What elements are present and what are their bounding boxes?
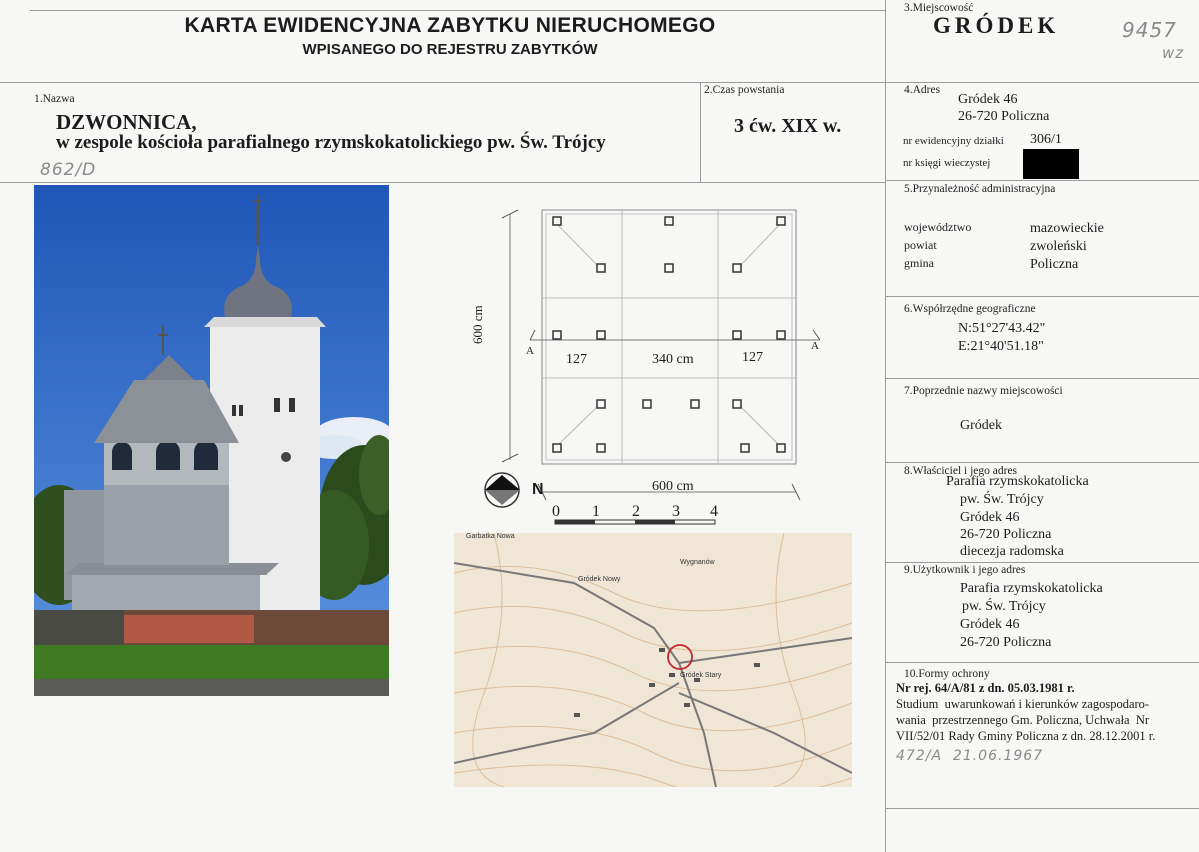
scale-tick: 4 <box>710 503 718 520</box>
admin-key-2: powiat <box>904 238 937 252</box>
protection-line: VII/52/01 Rady Gminy Policzna z dn. 28.12.2001 r. <box>896 729 1156 743</box>
owner-line: diecezja radomska <box>960 544 1064 559</box>
scale-tick: 1 <box>592 503 600 520</box>
plot-value: 306/1 <box>1030 132 1062 147</box>
latitude-value: N:51°27'43.42" <box>958 321 1046 336</box>
scale-tick: 3 <box>672 503 680 520</box>
field3-label: 3.Miejscowość <box>904 2 974 14</box>
map-label: Gródek Stary <box>680 672 722 679</box>
field1-label: 1.Nazwa <box>34 93 75 105</box>
admin-value-1: mazowieckie <box>1030 221 1104 236</box>
north-arrow <box>485 473 520 507</box>
admin-key-3: gmina <box>904 256 934 270</box>
owner-line: pw. Św. Trójcy <box>960 492 1044 507</box>
field5-label: 5.Przynależność administracyjna <box>904 183 1056 195</box>
dim-center-label: 340 cm <box>652 352 694 367</box>
user-line: Parafia rzymskokatolicka <box>960 581 1103 596</box>
section-mark-right: A <box>811 340 819 352</box>
map-label: Wygnanów <box>680 559 715 566</box>
owner-line: 26-720 Policzna <box>960 527 1052 542</box>
field9-label: 9.Użytkownik i jego adres <box>904 564 1026 576</box>
protection-line: Studium uwarunkowań i kierunków zagospodaro- <box>896 697 1150 711</box>
creation-time-value: 3 ćw. XIX w. <box>734 115 842 137</box>
user-line: Gródek 46 <box>960 617 1020 632</box>
user-line: 26-720 Policzna <box>960 635 1052 650</box>
handwritten-register-mark: 862/D <box>40 160 97 180</box>
object-description: w zespole kościoła parafialnego rzymskokatolickiego pw. Św. Trójcy <box>56 132 606 153</box>
owner-line: Parafia rzymskokatolicka <box>946 474 1089 489</box>
map-label: Gródek Nowy <box>578 576 621 583</box>
field4-label: 4.Adres <box>904 84 941 96</box>
north-mark: N <box>532 481 544 498</box>
field7-label: 7.Poprzednie nazwy miejscowości <box>904 385 1063 397</box>
admin-value-3: Policzna <box>1030 257 1079 272</box>
dim-left-label: 127 <box>566 352 587 367</box>
field2-label: 2.Czas powstania <box>704 84 785 96</box>
field8-label: 8.Właściciel i jego adres <box>904 465 1018 477</box>
protection-line: Nr rej. 64/A/81 z dn. 05.03.1981 r. <box>896 681 1075 695</box>
redaction-block <box>1023 149 1079 179</box>
document-title: KARTA EWIDENCYJNA ZABYTKU NIERUCHOMEGO <box>184 14 716 37</box>
document-subtitle: WPISANEGO DO REJESTRU ZABYTKÓW <box>302 41 598 58</box>
location-map <box>454 533 852 787</box>
field6-label: 6.Współrzędne geograficzne <box>904 303 1036 315</box>
address-line2: 26-720 Policzna <box>958 109 1050 124</box>
longitude-value: E:21°40'51.18" <box>958 339 1044 354</box>
plot-label: nr ewidencyjny działki <box>903 135 1004 147</box>
scale-tick: 2 <box>632 503 640 520</box>
object-name: DZWONNICA, <box>56 110 197 134</box>
owner-line: Gródek 46 <box>960 510 1020 525</box>
section-mark-left: A <box>526 345 534 357</box>
map-label: Garbatka Nowa <box>466 533 515 540</box>
address-line1: Gródek 46 <box>958 92 1018 107</box>
belfry-photo <box>34 185 389 696</box>
handwritten-protection-date: 472/A 21.06.1967 <box>896 748 1044 764</box>
locality-value: GRÓDEK <box>933 13 1060 38</box>
field10-label: 10.Formy ochrony <box>904 668 990 680</box>
land-register-label: nr księgi wieczystej <box>903 157 991 169</box>
admin-value-2: zwoleński <box>1030 239 1087 254</box>
scale-tick: 0 <box>552 503 560 520</box>
plan-width-label: 600 cm <box>652 479 694 494</box>
previous-names-value: Gródek <box>960 418 1002 433</box>
dim-right-label: 127 <box>742 350 763 365</box>
admin-key-1: województwo <box>904 220 972 234</box>
user-line: pw. Św. Trójcy <box>962 599 1046 614</box>
handwritten-mark: wz <box>1162 44 1185 62</box>
handwritten-number: 9457 <box>1122 18 1177 42</box>
protection-line: wania przestrzennego Gm. Policzna, Uchwała Nr <box>896 713 1150 727</box>
plan-height-label: 600 cm <box>470 305 485 344</box>
